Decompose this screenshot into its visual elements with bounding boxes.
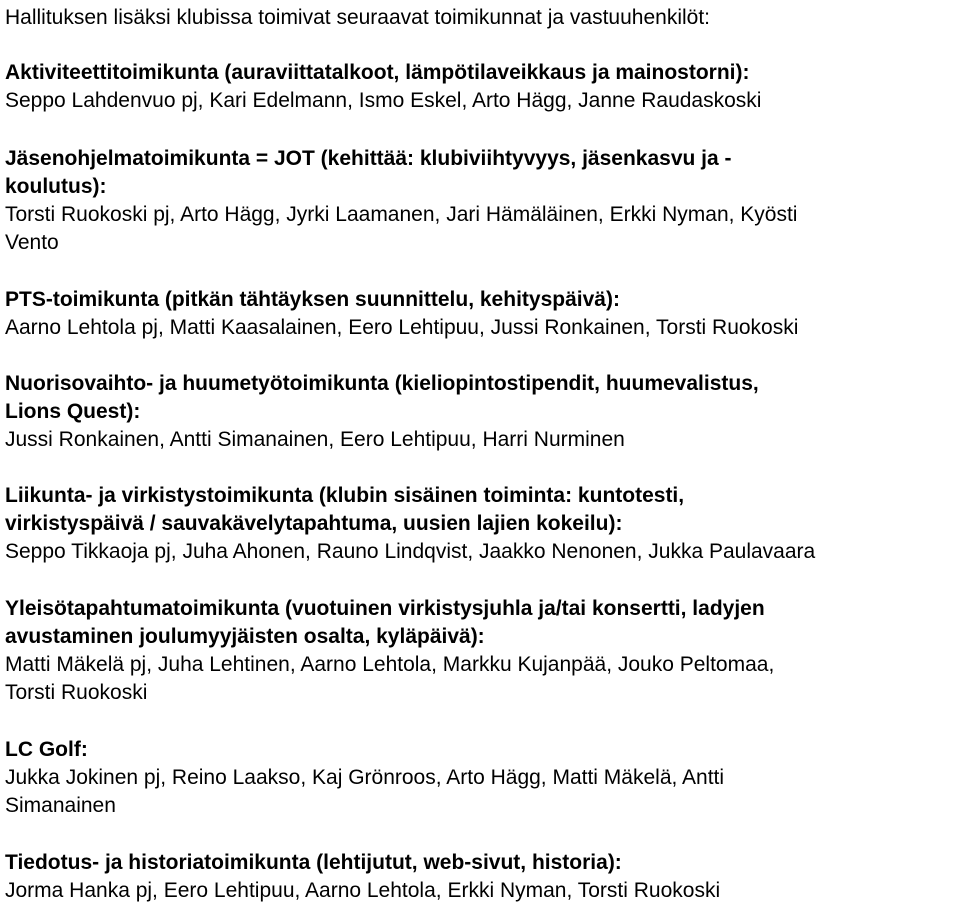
section-heading: LC Golf: <box>5 738 88 761</box>
section-members: Jussi Ronkainen, Antti Simanainen, Eero Lehtipuu, Harri Nurminen <box>5 428 625 451</box>
section-liikunta <box>5 482 815 566</box>
section-aktiviteettitoimikunta <box>5 59 761 115</box>
section-heading: koulutus): <box>5 175 107 198</box>
section-heading: Liikunta- ja virkistystoimikunta (klubin sisäinen toiminta: kuntotesti, <box>5 484 685 507</box>
section-heading: avustaminen joulumyyjäisten osalta, kyläpäivä): <box>5 625 485 648</box>
section-members: Simanainen <box>5 794 116 817</box>
section-heading: Lions Quest): <box>5 400 141 423</box>
section-nuorisovaihto <box>5 370 759 454</box>
section-tiedotus <box>5 849 720 905</box>
section-members: Torsti Ruokoski pj, Arto Hägg, Jyrki Laamanen, Jari Hämäläinen, Erkki Nyman, Kyösti <box>5 203 798 226</box>
section-members: Jukka Jokinen pj, Reino Laakso, Kaj Grönroos, Arto Hägg, Matti Mäkelä, Antti <box>5 766 725 789</box>
section-heading: virkistyspäivä / sauvakävelytapahtuma, uusien lajien kokeilu): <box>5 512 623 535</box>
section-members: Torsti Ruokoski <box>5 681 148 704</box>
section-heading: Tiedotus- ja historiatoimikunta (lehtijutut, web-sivut, historia): <box>5 851 622 874</box>
section-heading: PTS-toimikunta (pitkän tähtäyksen suunnittelu, kehityspäivä): <box>5 288 620 311</box>
section-members: Seppo Tikkaoja pj, Juha Ahonen, Rauno Lindqvist, Jaakko Nenonen, Jukka Paulavaara <box>5 540 816 563</box>
section-lc-golf <box>5 736 724 820</box>
section-members: Seppo Lahdenvuo pj, Kari Edelmann, Ismo Eskel, Arto Hägg, Janne Raudaskoski <box>5 89 762 112</box>
section-heading: Jäsenohjelmatoimikunta = JOT (kehittää: klubiviihtyvyys, jäsenkasvu ja - <box>5 147 732 170</box>
intro-text: Hallituksen lisäksi klubissa toimivat seuraavat toimikunnat ja vastuuhenkilöt: <box>5 6 710 29</box>
section-heading: Nuorisovaihto- ja huumetyötoimikunta (kieliopintostipendit, huumevalistus, <box>5 372 759 395</box>
section-pts-toimikunta <box>5 286 798 342</box>
section-heading: Aktiviteettitoimikunta (auraviittatalkoot, lämpötilaveikkaus ja mainostorni): <box>5 61 750 84</box>
section-members: Matti Mäkelä pj, Juha Lehtinen, Aarno Lehtola, Markku Kujanpää, Jouko Peltomaa, <box>5 653 775 676</box>
section-jasenohjelmatoimikunta <box>5 145 797 257</box>
section-heading: Yleisötapahtumatoimikunta (vuotuinen virkistysjuhla ja/tai konsertti, ladyjen <box>5 597 765 620</box>
section-members: Vento <box>5 231 59 254</box>
section-members: Jorma Hanka pj, Eero Lehtipuu, Aarno Lehtola, Erkki Nyman, Torsti Ruokoski <box>5 879 721 902</box>
section-yleisotapahtuma <box>5 595 774 707</box>
section-members: Aarno Lehtola pj, Matti Kaasalainen, Eero Lehtipuu, Jussi Ronkainen, Torsti Ruokoski <box>5 316 799 339</box>
